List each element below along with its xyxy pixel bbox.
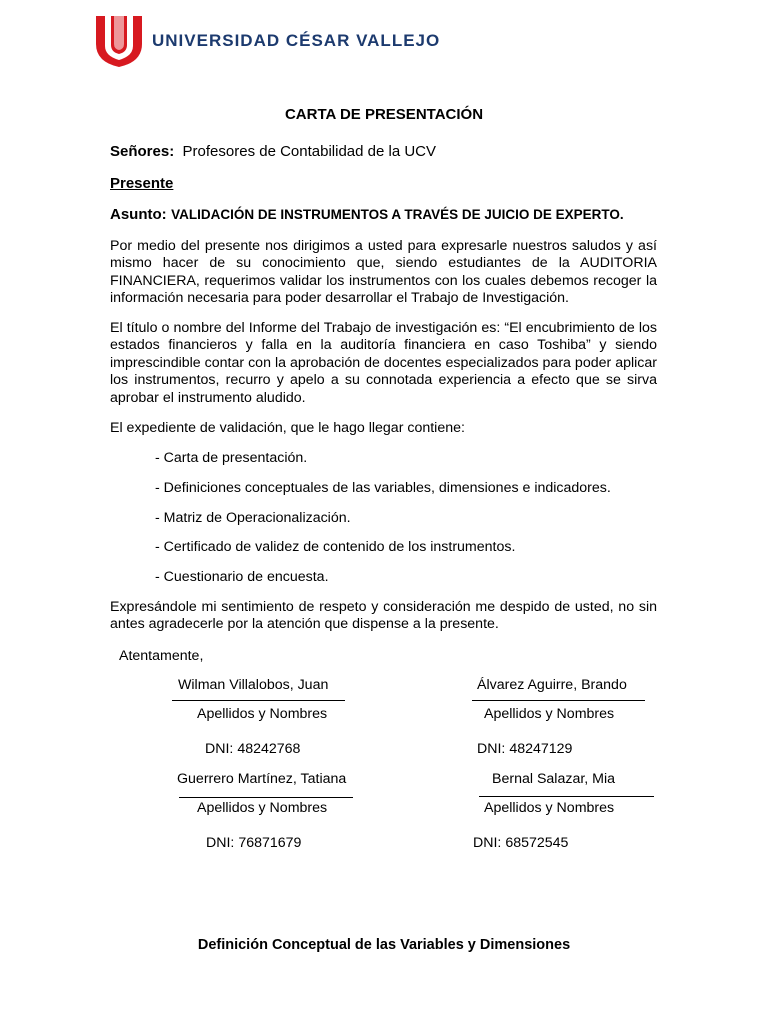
signer-dni: DNI: 48242768 xyxy=(205,741,301,757)
signer-name: Wilman Villalobos, Juan xyxy=(178,677,329,693)
closing-salutation: Atentamente, xyxy=(119,648,204,664)
signer-name: Bernal Salazar, Mia xyxy=(492,771,616,787)
signer-name: Guerrero Martínez, Tatiana xyxy=(177,771,347,787)
subject-label: Asunto: xyxy=(110,206,167,223)
signer-name: Álvarez Aguirre, Brando xyxy=(477,677,627,693)
recipient-line xyxy=(110,143,436,160)
signer-label: Apellidos y Nombres xyxy=(197,706,328,722)
recipient-label: Señores: xyxy=(110,143,175,160)
signer-dni: DNI: 76871679 xyxy=(206,835,302,851)
paragraph-title: El título o nombre del Informe del Trabajo de investigación es: “El encubrimiento de los estados financieros y falla en la auditoría financiera en caso Toshiba” y siendo imprescindible contar con la aprobación de docentes especializados para poder aplicar los instrumentos, recurro y apelo a su connotada experiencia a efecto que se sirva aprobar el instrumento aludido. xyxy=(110,320,657,406)
university-logo xyxy=(96,14,441,68)
paragraph-intro: Por medio del presente nos dirigimos a usted para expresarle nuestros saludos y así mismo hacer de su conocimiento que, siendo estudiantes de la AUDITORIA FINANCIERA, requerimos validar los instrumentos con los cuales debemos recoger la información necesaria para poder desarrollar el Trabajo de Investigación. xyxy=(110,238,657,307)
list-item: - Carta de presentación. xyxy=(155,450,308,466)
paragraph-closing: Expresándole mi sentimiento de respeto y consideración me despido de usted, no sin antes agradecerle por la atención que dispense a la presente. xyxy=(110,599,657,633)
signer-dni: DNI: 68572545 xyxy=(473,835,569,851)
university-shield-icon xyxy=(96,14,146,68)
subject-text: VALIDACIÓN DE INSTRUMENTOS A TRAVÉS DE JUICIO DE EXPERTO. xyxy=(171,207,624,222)
signature-line xyxy=(472,700,645,701)
recipient: Profesores de Contabilidad de la UCV xyxy=(182,143,437,160)
signature-line xyxy=(479,796,654,797)
signature-line xyxy=(172,700,345,701)
paragraph-expediente: El expediente de validación, que le hago llegar contiene: xyxy=(110,420,465,436)
subject-line xyxy=(110,206,624,224)
signature-line xyxy=(179,797,353,798)
signer-dni: DNI: 48247129 xyxy=(477,741,573,757)
list-item: - Matriz de Operacionalización. xyxy=(155,510,351,526)
signer-label: Apellidos y Nombres xyxy=(484,800,615,816)
list-item: - Definiciones conceptuales de las variables, dimensiones e indicadores. xyxy=(155,480,611,496)
logo-text: UNIVERSIDAD CÉSAR VALLEJO xyxy=(152,31,441,50)
presente-heading: Presente xyxy=(110,175,174,192)
list-item: - Cuestionario de encuesta. xyxy=(155,569,329,585)
letter-title: CARTA DE PRESENTACIÓN xyxy=(284,106,484,123)
signer-label: Apellidos y Nombres xyxy=(197,800,328,816)
section-title: Definición Conceptual de las Variables y Dimensiones xyxy=(197,937,571,953)
list-item: - Certificado de validez de contenido de los instrumentos. xyxy=(155,539,516,555)
signer-label: Apellidos y Nombres xyxy=(484,706,615,722)
